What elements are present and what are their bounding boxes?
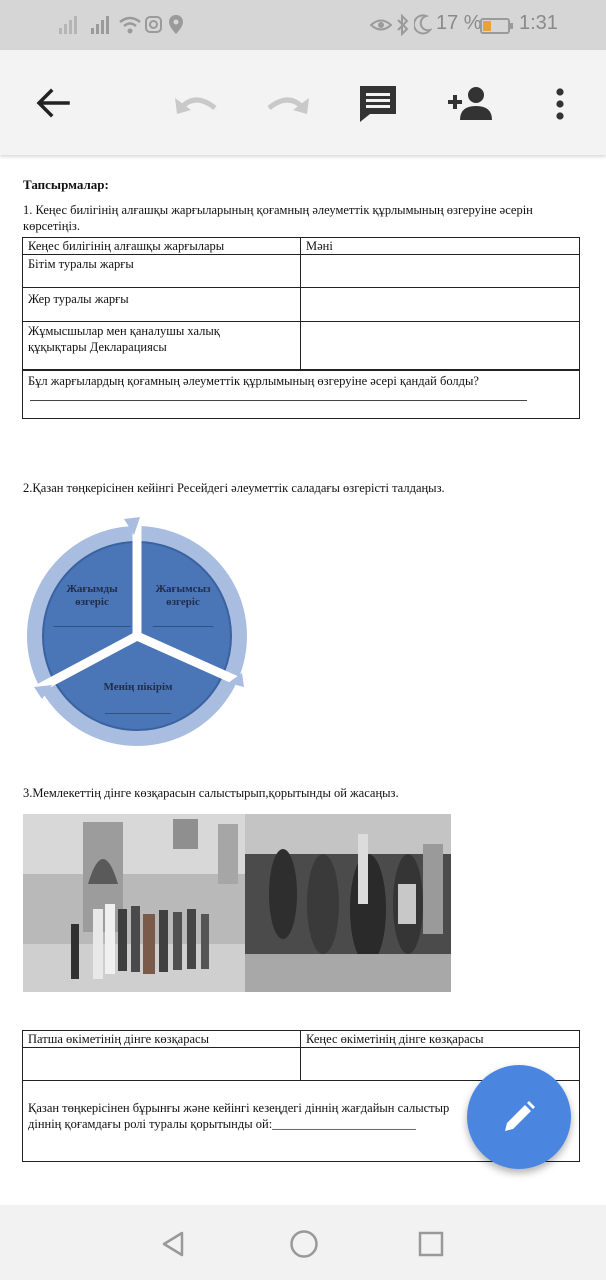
nav-back-icon[interactable] [160, 1230, 186, 1258]
answer-cell[interactable] [301, 322, 580, 370]
table-cell-text: Жұмысшылар мен қаналушы халық [28, 324, 220, 338]
wifi-icon [118, 14, 142, 36]
document-heading: Тапсырмалар: [23, 177, 109, 192]
table-header: Мәні [301, 238, 580, 255]
answer-cell[interactable] [23, 1048, 301, 1081]
table-header: Патша өкіметінің дінге көзқарасы [23, 1031, 301, 1048]
bluetooth-icon [396, 14, 410, 36]
answer-cell[interactable] [301, 288, 580, 322]
task1-table [22, 237, 580, 419]
comment-icon[interactable] [358, 84, 400, 124]
answer-line [30, 400, 527, 401]
historical-photos [23, 814, 451, 992]
segment-blank: ______________ [53, 616, 131, 628]
segment-blank: ___________ [152, 616, 214, 628]
status-bar [0, 0, 606, 50]
table-header: Кеңес өкіметінің дінге көзқарасы [301, 1031, 580, 1048]
instagram-icon [144, 14, 164, 36]
nav-recents-icon[interactable] [418, 1231, 444, 1257]
segment-label-negative: өзгеріс [166, 596, 200, 608]
table-row [23, 322, 301, 370]
nav-home-icon[interactable] [289, 1229, 319, 1259]
table-cell-text: Бітім туралы жарғы [28, 257, 134, 271]
eye-comfort-icon [370, 14, 392, 36]
undo-icon[interactable] [173, 90, 219, 116]
segment-label-positive: Жағымды [66, 583, 118, 595]
battery-percent: 17 % [436, 12, 482, 34]
signal-weak-icon [58, 14, 78, 36]
do-not-disturb-moon-icon [414, 14, 432, 36]
cycle-diagram [20, 515, 255, 755]
conclusion-text: Қазан төңкерісінен бұрынғы және кейінгі кезеңдегі діннің жағдайын салыстыр [28, 1101, 450, 1115]
table-row [23, 288, 301, 322]
battery-icon [480, 15, 514, 37]
task1-question-line2: көрсетіңіз. [23, 219, 80, 233]
task3-question: 3.Мемлекеттің дінге көзқарасын салыстырып,қорытынды ой жасаңыз. [23, 786, 399, 800]
photo-soviet-soldiers [245, 814, 451, 992]
more-vert-icon[interactable] [555, 88, 565, 120]
table-cell-text: құқықтары Декларациясы [28, 340, 167, 354]
conclusion-text: діннің қоғамдағы ролі туралы қорытынды ой:_______________________ [28, 1117, 416, 1131]
location-icon [168, 14, 184, 36]
task1-question-line1: 1. Кеңес билігінің алғашқы жарғыларының қоғамның әлеуметтік құрлымының өзгеруіне әсерін [23, 203, 533, 217]
signal-icon [90, 14, 112, 36]
add-person-icon[interactable] [446, 86, 494, 120]
task1-question [23, 202, 583, 234]
table-footer [23, 370, 580, 419]
edit-fab-button[interactable] [467, 1065, 571, 1169]
table-header: Кеңес билігінің алғашқы жарғылары [23, 238, 301, 255]
table-row [23, 255, 301, 288]
task2-question: 2.Қазан төңкерісінен кейінгі Ресейдегі әлеуметтік саладағы өзгерісті талдаңыз. [23, 481, 445, 495]
footer-question: Бұл жарғылардың қоғамның әлеуметтік құрлымының өзгеруіне әсері қандай болды? [28, 373, 479, 388]
segment-label-positive: өзгеріс [75, 596, 109, 608]
photo-tsarist-procession [23, 814, 245, 992]
redo-icon[interactable] [265, 90, 311, 116]
segment-label-negative: Жағымсыз [155, 583, 211, 595]
segment-label-opinion: Менің пікірім [103, 681, 173, 693]
toolbar [0, 50, 606, 155]
table-cell-text: Жер туралы жарғы [28, 292, 129, 306]
edit-pencil-icon [501, 1099, 537, 1135]
segment-blank: ____________ [105, 703, 171, 715]
clock: 1:31 [519, 12, 558, 34]
answer-cell[interactable] [301, 255, 580, 288]
navigation-bar [0, 1205, 606, 1280]
back-arrow-icon[interactable] [36, 88, 70, 118]
